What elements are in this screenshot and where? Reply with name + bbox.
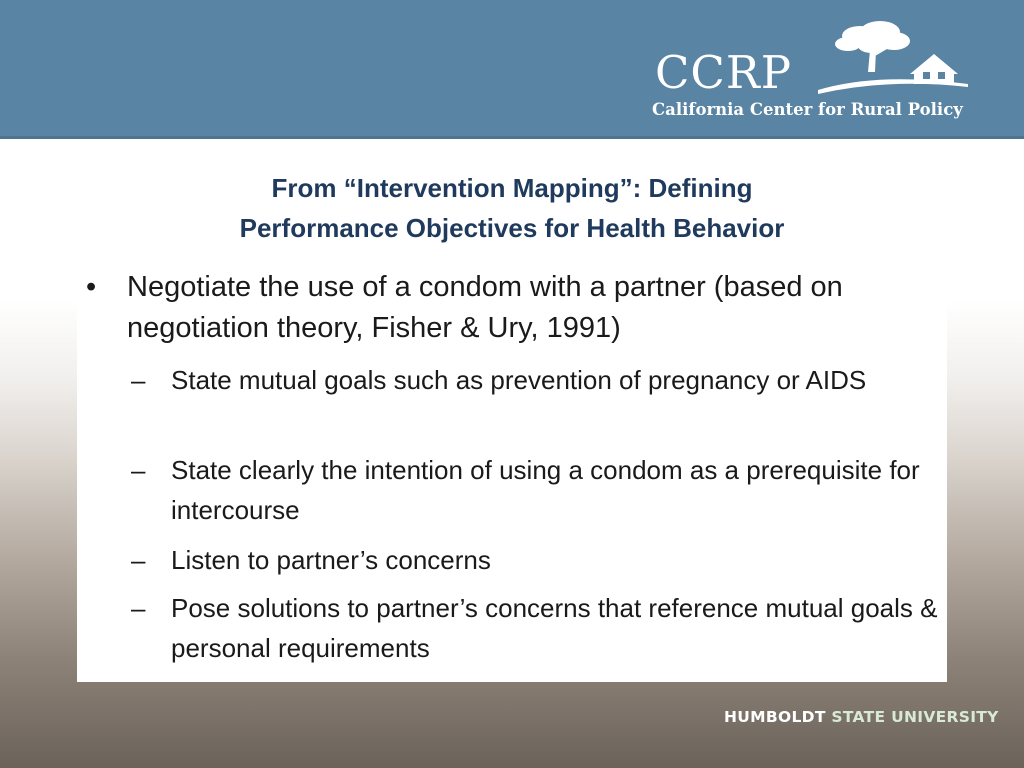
sub-bullet: [131, 588, 941, 668]
sub-bullet: [131, 540, 941, 580]
sub-bullet-marker: –: [131, 365, 146, 395]
header-band: [0, 0, 1024, 139]
sub-bullet-text: Pose solutions to partner’s concerns that reference mutual goals & personal requirements: [171, 593, 938, 663]
slide-title: [100, 168, 924, 248]
logo-subtitle: California Center for Rural Policy: [652, 100, 963, 119]
sub-bullet: [131, 360, 941, 400]
sub-bullet-text: Listen to partner’s concerns: [171, 545, 491, 575]
sub-bullet: [131, 450, 941, 530]
main-bullet-text: Negotiate the use of a condom with a partner (based on negotiation theory, Fisher & Ury, 1991): [127, 271, 843, 344]
bullet-marker: •: [86, 271, 97, 303]
sub-bullet-marker: –: [131, 545, 146, 575]
sub-bullet-marker: –: [131, 455, 146, 485]
sub-bullet-text: State clearly the intention of using a condom as a prerequisite for intercourse: [171, 455, 920, 525]
main-bullet: [86, 267, 936, 349]
tree-house-logo-icon: [818, 14, 978, 99]
slide-title-line-2: Performance Objectives for Health Behavior: [239, 213, 785, 243]
university-logo: [724, 708, 999, 726]
slide-title-line-1: From “Intervention Mapping”: Defining: [271, 173, 753, 203]
sub-bullet-marker: –: [131, 593, 146, 623]
content-box: [77, 257, 947, 682]
university-name-part-1: HUMBOLDT: [724, 708, 826, 726]
university-name-part-2: STATE UNIVERSITY: [831, 708, 999, 726]
logo-name: CCRP: [655, 46, 793, 99]
sub-bullet-text: State mutual goals such as prevention of pregnancy or AIDS: [171, 365, 867, 395]
